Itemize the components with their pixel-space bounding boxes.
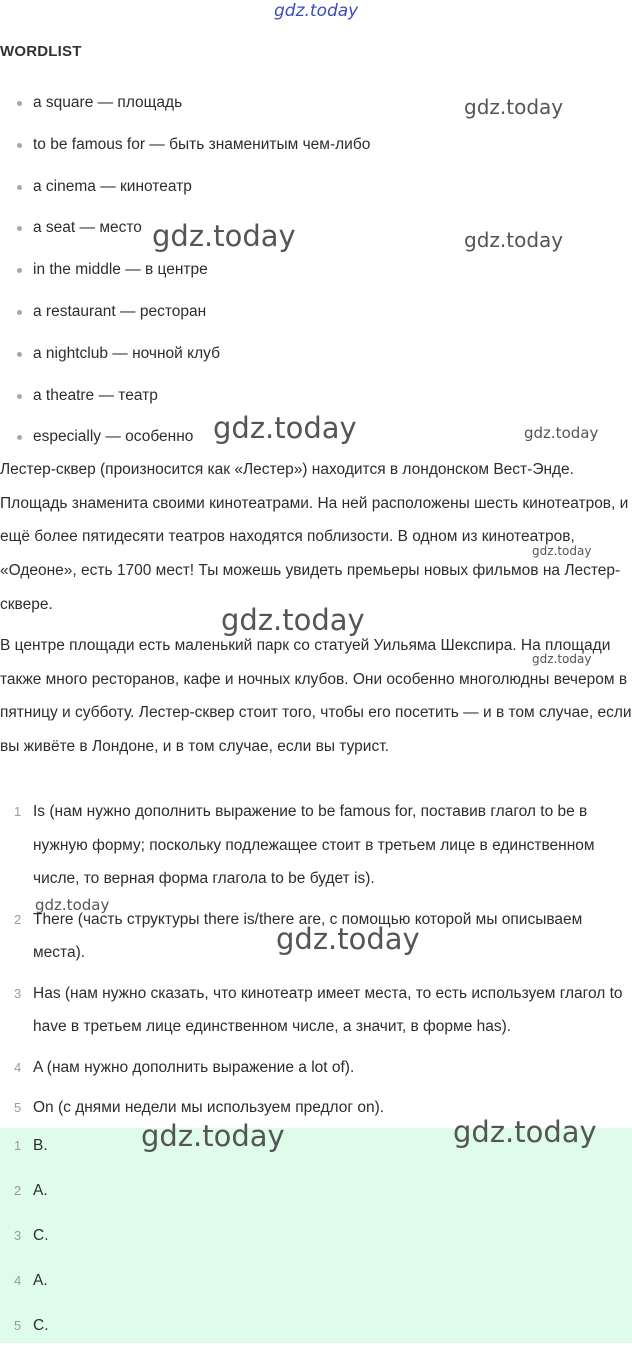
answer-item	[0, 795, 632, 896]
watermark: gdz.today	[213, 411, 357, 445]
answer-item	[0, 1051, 632, 1085]
translation-paragraph: Лестер-сквер (произносится как «Лестер») находится в лондонском Вест-Энде. Площадь знаменита своими кинотеатрами. На ней расположены шесть кинотеатров, и ещё более пятидесяти театров находятся поблизости. В одном из кинотеатров, «Одеоне», есть 1700 мест! Ты можешь увидеть премьеры новых фильмов на Лестер-сквере.	[0, 461, 629, 613]
mcq-text: B.	[33, 1137, 48, 1154]
answer-number: 4	[14, 1059, 22, 1075]
watermark: gdz.today	[524, 424, 599, 442]
answer-number: 2	[14, 911, 22, 927]
wordlist-heading: WORDLIST	[0, 43, 82, 60]
wordlist-item: a nightclub — ночной клуб	[0, 333, 370, 375]
translation-paragraph: В центре площади есть маленький парк со статуей Уильяма Шекспира. На площади также много ресторанов, кафе и ночных клубов. Они особенно многолюдны вечером в пятницу и субботу. Лестер-сквер стоит того, чтобы его посетить — и в том случае, если вы живёте в Лондоне, и в том случае, если вы турист.	[0, 637, 632, 756]
mcq-item	[0, 1218, 632, 1263]
answer-item	[0, 903, 632, 970]
wordlist-item: a restaurant — ресторан	[0, 291, 370, 333]
mcq-text: C.	[33, 1227, 49, 1244]
answer-number: 1	[14, 804, 22, 819]
watermark: gdz.today	[532, 544, 592, 558]
watermark: gdz.today	[464, 228, 564, 252]
wordlist-item: a seat — место	[0, 207, 370, 249]
answer-number: 3	[14, 985, 22, 1001]
watermark: gdz.today	[35, 896, 110, 914]
mcq-item	[0, 1308, 632, 1353]
mcq-number: 2	[14, 1183, 22, 1198]
mcq-text: A.	[33, 1182, 48, 1199]
answer-item	[0, 977, 632, 1044]
wordlist-item: especially — особенно	[0, 416, 370, 458]
answer-text: There (часть структуры there is/there are, с помощью которой мы описываем места).	[33, 910, 583, 961]
answer-text: A (нам нужно дополнить выражение a lot of).	[33, 1058, 355, 1076]
mcq-item	[0, 1173, 632, 1218]
answer-list	[0, 795, 632, 1125]
watermark-top: gdz.today	[274, 1, 359, 21]
answer-text: On (с днями недели мы используем предлог on).	[33, 1099, 385, 1116]
answer-text: Is (нам нужно дополнить выражение to be famous for, поставив глагол to be в нужную форму; поскольку подлежащее стоит в третьем лице в единственном числе, то верная форма глагола to be будет is).	[33, 803, 595, 887]
answer-text: Has (нам нужно сказать, что кинотеатр имеет места, то есть используем глагол to have в третьем лице единственном числе, а значит, в форме has).	[33, 984, 623, 1035]
mcq-text: C.	[33, 1317, 49, 1334]
watermark: gdz.today	[141, 1119, 285, 1153]
wordlist-item: a square — площадь	[0, 82, 370, 124]
mcq-answer-list	[0, 1128, 632, 1353]
mcq-item	[0, 1263, 632, 1308]
watermark: gdz.today	[221, 603, 365, 637]
mcq-number: 5	[14, 1318, 22, 1333]
mcq-text: A.	[33, 1272, 48, 1289]
watermark: gdz.today	[152, 219, 296, 253]
mcq-number: 3	[14, 1228, 22, 1243]
wordlist-item: to be famous for — быть знаменитым чем-либо	[0, 124, 370, 166]
answer-number: 5	[14, 1100, 22, 1115]
wordlist-item: in the middle — в центре	[0, 249, 370, 291]
watermark: gdz.today	[464, 95, 564, 119]
wordlist-item: a theatre — театр	[0, 375, 370, 417]
watermark: gdz.today	[532, 652, 592, 666]
wordlist-item: a cinema — кинотеатр	[0, 166, 370, 208]
watermark: gdz.today	[453, 1115, 597, 1149]
watermark: gdz.today	[276, 922, 420, 956]
mcq-number: 1	[14, 1138, 22, 1153]
mcq-number: 4	[14, 1273, 22, 1288]
wordlist	[0, 82, 370, 458]
